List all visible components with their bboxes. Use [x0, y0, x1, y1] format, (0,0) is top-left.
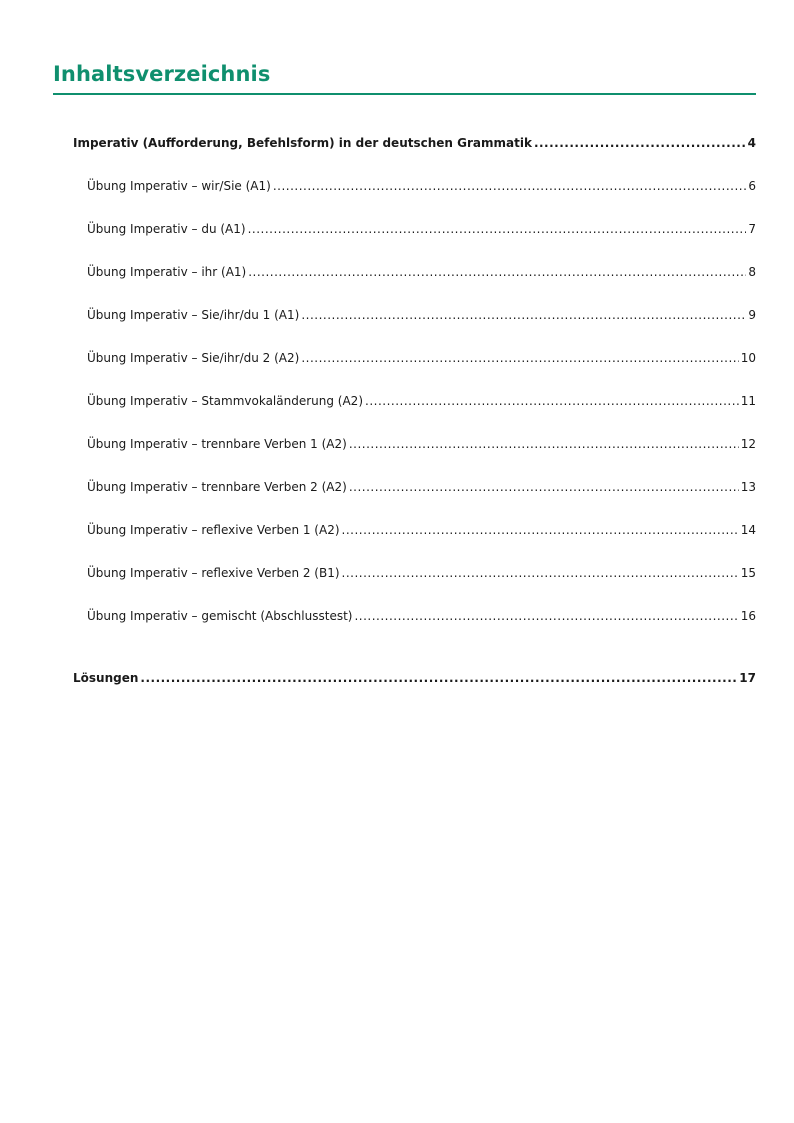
toc-page-number: 7 [748, 222, 756, 236]
toc-page-number: 13 [740, 480, 756, 494]
toc-page-number: 14 [740, 523, 756, 537]
toc-entry-label: Übung Imperativ – Sie/ihr/du 2 (A2) [87, 351, 300, 365]
toc-entry-trennbare-verben-1[interactable] [87, 435, 756, 453]
toc-entry-label: Übung Imperativ – Sie/ihr/du 1 (A1) [87, 308, 300, 322]
toc-page-number: 16 [740, 609, 756, 623]
toc-dot-leader [342, 521, 739, 539]
toc-dot-leader [349, 478, 739, 496]
toc-entry-label: Übung Imperativ – du (A1) [87, 222, 246, 236]
toc-entry-wir-sie[interactable] [87, 177, 756, 195]
toc-dot-leader [365, 392, 739, 410]
toc-dot-leader [140, 669, 737, 687]
toc-entry-label: Lösungen [73, 671, 139, 685]
toc-dot-leader [342, 564, 739, 582]
toc-entry-imperativ-grammatik[interactable] [73, 134, 756, 152]
toc-entry-stammvokalaenderung[interactable] [87, 392, 756, 410]
toc-entry-reflexive-verben-2[interactable] [87, 564, 756, 582]
toc-entry-label: Übung Imperativ – reflexive Verben 1 (A2) [87, 523, 340, 537]
toc-dot-leader [248, 263, 746, 281]
toc-dot-leader [248, 220, 747, 238]
toc-page-number: 17 [739, 671, 756, 685]
toc-page-number: 4 [747, 136, 756, 150]
toc-entry-gemischt[interactable] [87, 607, 756, 625]
toc-entry-ihr[interactable] [87, 263, 756, 281]
toc-page-number: 10 [740, 351, 756, 365]
toc-entry-label: Imperativ (Aufforderung, Befehlsform) in der deutschen Grammatik [73, 136, 532, 150]
toc-entry-label: Übung Imperativ – Stammvokaländerung (A2) [87, 394, 363, 408]
toc-page-number: 15 [740, 566, 756, 580]
toc-entry-label: Übung Imperativ – reflexive Verben 2 (B1) [87, 566, 340, 580]
page-title: Inhaltsverzeichnis [53, 62, 271, 86]
toc-entry-loesungen[interactable] [73, 669, 756, 687]
toc-entry-trennbare-verben-2[interactable] [87, 478, 756, 496]
toc-entry-reflexive-verben-1[interactable] [87, 521, 756, 539]
toc-page-number: 12 [740, 437, 756, 451]
toc-page-number: 11 [740, 394, 756, 408]
toc-entry-du[interactable] [87, 220, 756, 238]
toc-entry-label: Übung Imperativ – trennbare Verben 2 (A2) [87, 480, 347, 494]
toc-dot-leader [534, 134, 746, 152]
toc-entry-label: Übung Imperativ – gemischt (Abschlusstest) [87, 609, 353, 623]
toc-page-number: 9 [748, 308, 756, 322]
toc-dot-leader [301, 349, 738, 367]
toc-dot-leader [349, 435, 739, 453]
toc-page-number: 6 [748, 179, 756, 193]
toc-entry-label: Übung Imperativ – ihr (A1) [87, 265, 247, 279]
toc-dot-leader [273, 177, 747, 195]
toc-entry-sie-ihr-du-1[interactable] [87, 306, 756, 324]
toc-page-number: 8 [748, 265, 756, 279]
toc-entry-sie-ihr-du-2[interactable] [87, 349, 756, 367]
toc-entry-label: Übung Imperativ – trennbare Verben 1 (A2) [87, 437, 347, 451]
toc-dot-leader [301, 306, 746, 324]
toc-entry-label: Übung Imperativ – wir/Sie (A1) [87, 179, 271, 193]
toc-dot-leader [354, 607, 738, 625]
